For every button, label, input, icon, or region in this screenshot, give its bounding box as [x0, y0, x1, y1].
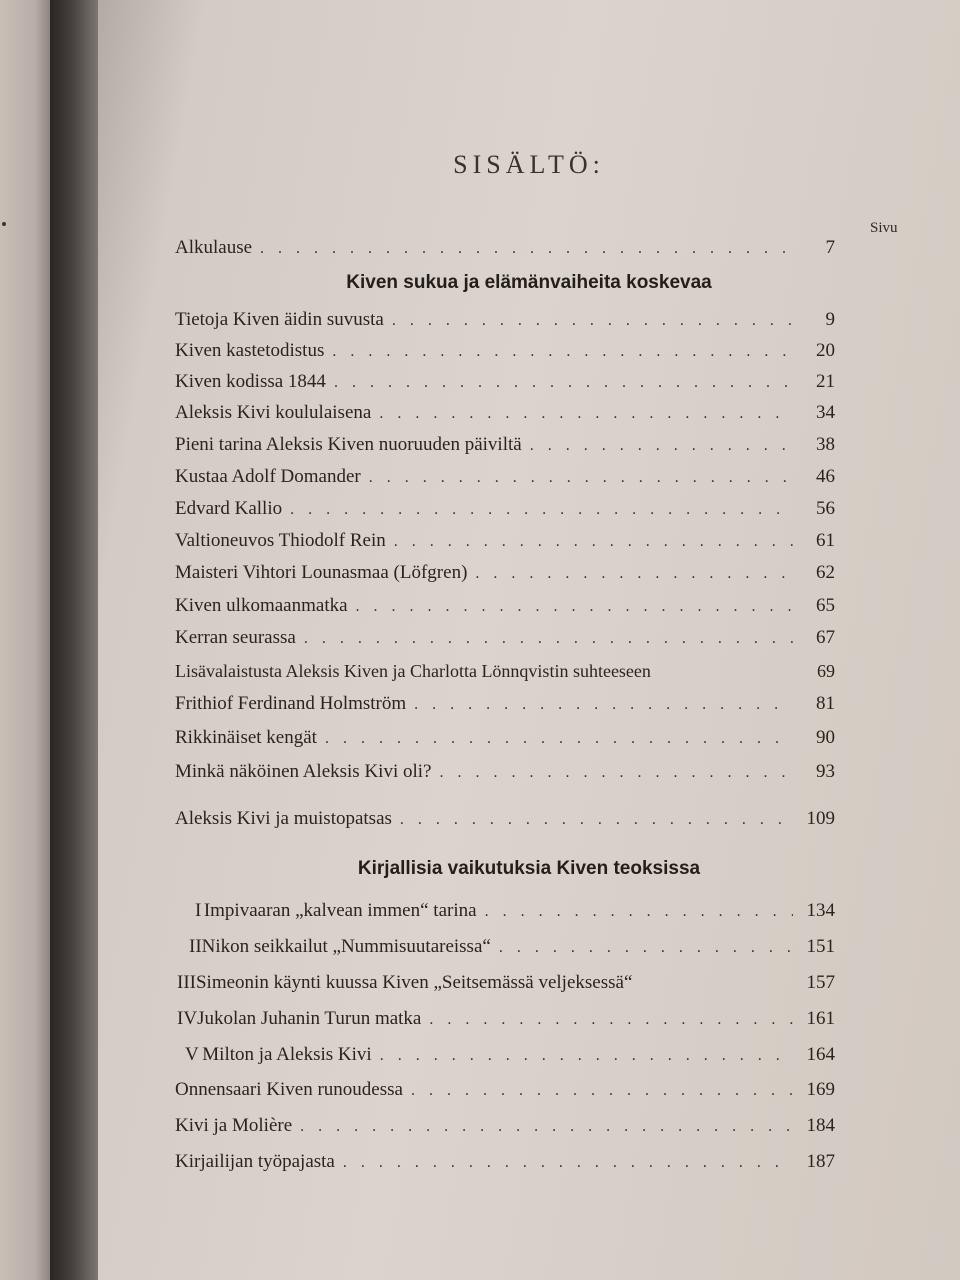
dot-leader [530, 431, 793, 461]
toc-entry-page: 157 [806, 972, 835, 993]
toc-entry-label: Aleksis Kivi ja muistopatsas [175, 808, 392, 829]
toc-entry-page: 81 [816, 693, 835, 714]
ink-dot [2, 222, 6, 226]
dot-leader [304, 624, 793, 654]
toc-entry-label: Valtioneuvos Thiodolf Rein [175, 530, 386, 551]
toc-entry [175, 757, 835, 787]
toc-entry-label: Tietoja Kiven äidin suvusta [175, 309, 384, 330]
toc-entry-page: 21 [816, 371, 835, 392]
toc-entry-page: 7 [825, 237, 835, 258]
section-title: Kiven sukua ja elämänvaiheita koskevaa [346, 272, 712, 293]
dot-leader [325, 724, 793, 754]
toc-entry-page: 187 [806, 1151, 835, 1172]
toc-entry-label: Edvard Kallio [175, 498, 283, 519]
toc-entry-page: 46 [816, 466, 835, 487]
toc-entry-label: Kiven kodissa 1844 [175, 371, 326, 392]
dot-leader [380, 1041, 793, 1071]
toc-entry [175, 1147, 835, 1177]
toc-entry-page: 161 [806, 1008, 835, 1029]
dot-leader [379, 399, 793, 429]
section-title: Kirjallisia vaikutuksia Kiven teoksissa [357, 858, 701, 879]
toc-entry-label: Milton ja Aleksis Kivi [202, 1044, 372, 1065]
toc-entry-page: 90 [816, 727, 835, 748]
toc-entry-page: 34 [816, 402, 835, 423]
toc-entry-label: Maisteri Vihtori Lounasmaa (Löfgren) [175, 562, 468, 583]
dot-leader [411, 1076, 793, 1106]
toc-entry-label: Jukolan Juhanin Turun matka [197, 1008, 422, 1029]
toc-entry-page: 109 [806, 808, 835, 829]
facing-page-edge [0, 0, 50, 1280]
toc-entry-label: Kiven kastetodistus [175, 340, 325, 361]
toc-entry-page: 9 [825, 309, 835, 330]
toc-entry-page: 93 [816, 761, 835, 782]
toc-entry [175, 623, 835, 653]
toc-entry [175, 723, 835, 753]
page-column-label: Sivu [870, 220, 898, 236]
toc-entry [175, 336, 835, 366]
toc-entry-label: Pieni tarina Aleksis Kiven nuoruuden päiviltä [175, 434, 522, 455]
dot-leader [356, 592, 793, 622]
toc-entry-label: Aleksis Kivi koululaisena [175, 402, 372, 423]
toc-entry [175, 932, 835, 962]
dot-leader [400, 805, 793, 835]
toc-entry [175, 1004, 835, 1034]
book-gutter [50, 0, 98, 1280]
toc-entry [175, 526, 835, 556]
dot-leader [499, 933, 793, 963]
toc-entry-numeral: V [185, 1044, 199, 1065]
toc-entry-label: Kustaa Adolf Domander [175, 466, 361, 487]
dot-leader [439, 758, 793, 788]
dot-leader [485, 897, 793, 927]
toc-entry [175, 1040, 835, 1070]
toc-entry [175, 494, 835, 524]
toc-entry-label: Kiven ulkomaanmatka [175, 595, 348, 616]
toc-entry-numeral: I [195, 900, 202, 921]
toc-entry [175, 367, 835, 397]
toc-entry-page: 164 [806, 1044, 835, 1065]
dot-leader [429, 1005, 793, 1035]
toc-entry-label: Frithiof Ferdinand Holmström [175, 693, 407, 714]
toc-entry [175, 305, 835, 335]
toc-entry [175, 656, 835, 686]
toc-entry-label: Onnensaari Kiven runoudessa [175, 1079, 403, 1100]
dot-leader [332, 337, 793, 367]
toc-entry [175, 462, 835, 492]
dot-leader [300, 1112, 793, 1142]
toc-entry-label: Alkulause [175, 237, 253, 258]
toc-entry [175, 558, 835, 588]
toc-entry-page: 69 [817, 661, 835, 681]
toc-entry [175, 398, 835, 428]
toc-entry-page: 65 [816, 595, 835, 616]
dot-leader [392, 306, 793, 336]
toc-entry-label: Simeonin käynti kuussa Kiven „Seitsemässä veljeksessä“ [195, 972, 633, 993]
toc-entry-label: Kerran seurassa [175, 627, 296, 648]
toc-entry [175, 968, 835, 998]
toc-entry-numeral: III [177, 972, 196, 993]
dot-leader [334, 368, 793, 398]
toc-entry-label: Impivaaran „kalvean immen“ tarina [203, 900, 477, 921]
toc-entry-page: 67 [816, 627, 835, 648]
toc-entry-page: 169 [806, 1079, 835, 1100]
toc-entry-numeral: IV [177, 1008, 198, 1029]
toc-entry-page: 151 [806, 936, 835, 957]
dot-leader [260, 234, 793, 264]
toc-entry-page: 184 [806, 1115, 835, 1136]
toc-entry-page: 62 [816, 562, 835, 583]
dot-leader [343, 1148, 793, 1178]
toc-entry-label: Lisävalaistusta Aleksis Kiven ja Charlotta Lönnqvistin suhteeseen [175, 661, 651, 681]
toc-entry [175, 591, 835, 621]
toc-entry [175, 430, 835, 460]
dot-leader [369, 463, 793, 493]
dot-leader [394, 527, 793, 557]
toc-entry-page: 20 [816, 340, 835, 361]
dot-leader [475, 559, 793, 589]
toc-entry-numeral: II [189, 936, 202, 957]
toc-entry-label: Minkä näköinen Aleksis Kivi oli? [175, 761, 432, 782]
dot-leader [414, 690, 793, 720]
toc-entry-label: Nikon seikkailut „Nummisuutareissa“ [201, 936, 491, 957]
toc-entry-page: 56 [816, 498, 835, 519]
toc-entry [175, 1111, 835, 1141]
dot-leader [290, 495, 793, 525]
toc-entry-page: 38 [816, 434, 835, 455]
toc-entry [175, 896, 835, 926]
toc-entry [175, 1075, 835, 1105]
toc-entry-label: Rikkinäiset kengät [175, 727, 317, 748]
toc-entry [175, 804, 835, 834]
toc-entry-label: Kirjailijan työpajasta [175, 1151, 335, 1172]
toc-entry-intro [175, 233, 835, 263]
toc-entry-page: 134 [806, 900, 835, 921]
toc-entry-label: Kivi ja Molière [175, 1115, 293, 1136]
toc-entry-page: 61 [816, 530, 835, 551]
toc-entry [175, 689, 835, 719]
page-title: SISÄLTÖ: [453, 150, 605, 179]
